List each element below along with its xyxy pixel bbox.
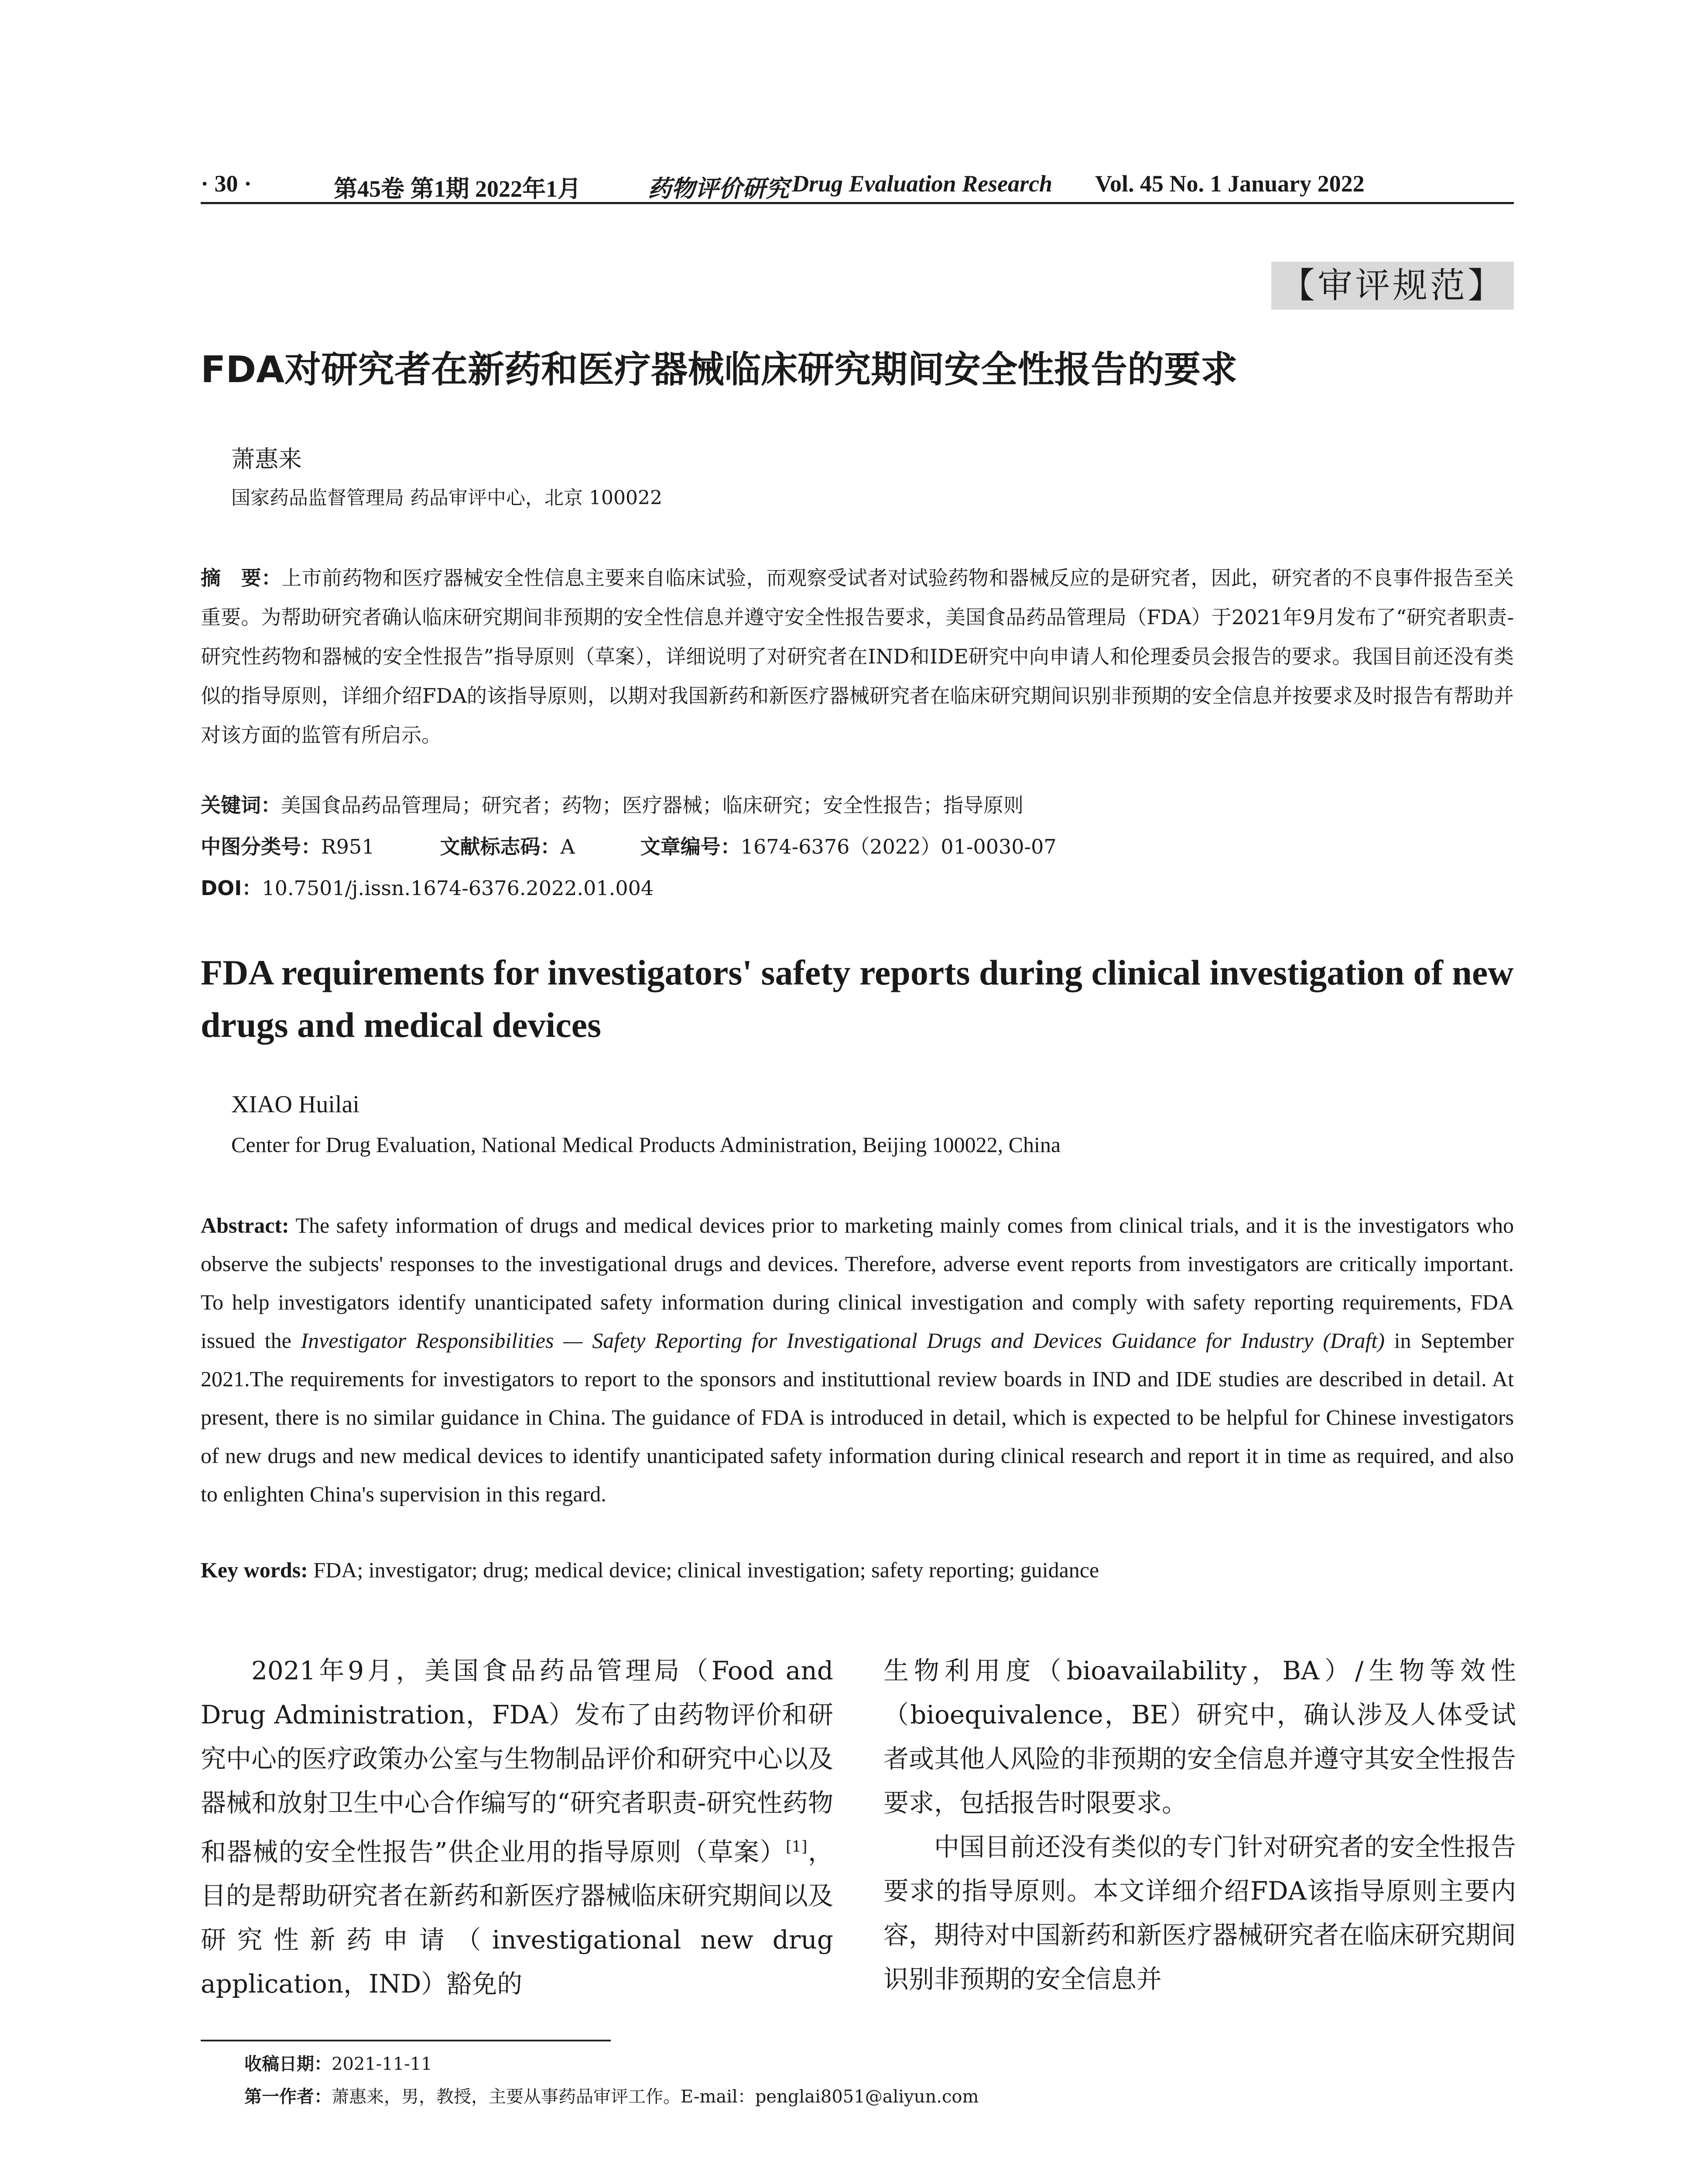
footnote-author (244, 2083, 979, 2108)
section-tag: 【审评规范】 (1271, 262, 1514, 310)
footnote-received (244, 2050, 432, 2075)
article-title-en: FDA requirements for investigators' safety reports during clinical investigation of new drugs and medical devices (201, 953, 1514, 1045)
abstract-text-en-b: in September 2021.The requirements for investigators to report to the sponsors and instituttional review boards in IND and IDE studies are described in detail. At present, there is no similar guidance in China. The guidance of FDA is introduced in detail, which is expected to be helpful for Chinese investigators of new drugs and new medical devices to identify unanticipated safety information during clinical research and report it in time as required, and also to enlighten China's supervision in this regard. (201, 1328, 1514, 1506)
article-title-zh: FDA对研究者在新药和医疗器械临床研究期间安全性报告的要求 (201, 348, 1238, 391)
received-label: 收稿日期： (244, 2054, 332, 2074)
doccode-label: 文献标志码： (440, 835, 561, 858)
running-header (201, 170, 1514, 205)
author-zh: 萧惠来 (231, 445, 302, 473)
classification-line (201, 831, 1057, 860)
reference-mark[interactable]: [1] (786, 1838, 808, 1856)
clc-label: 中图分类号： (201, 835, 321, 858)
abstract-label-zh: 摘 要： (201, 566, 282, 590)
body-text: ，目的是帮助研究者在新药和新医疗器械临床研究期间以及研究性新药申请（investigational new drug application，IND）豁免的 (201, 1837, 834, 1999)
footnote-rule (201, 2040, 611, 2041)
first-author-label: 第一作者： (244, 2087, 332, 2107)
issue-info-zh: 第45卷 第1期 2022年1月 (334, 176, 581, 202)
doi-value: 10.7501/j.issn.1674-6376.2022.01.004 (262, 876, 654, 900)
header-rule (201, 202, 1514, 204)
body-paragraph (201, 1649, 833, 2006)
clc-value: R951 (321, 835, 375, 858)
abstract-zh (201, 558, 1514, 755)
author-en: XIAO Huilai (231, 1091, 359, 1118)
article-no-label: 文章编号： (640, 835, 741, 858)
keywords-text-zh: 美国食品药品管理局；研究者；药物；医疗器械；临床研究；安全性报告；指导原则 (281, 793, 1023, 817)
affiliation-zh: 国家药品监督管理局 药品审评中心，北京 100022 (231, 487, 662, 509)
journal-name-zh: 药物评价研究 (648, 175, 789, 202)
body-column-left (201, 1649, 833, 2006)
doi-line (201, 872, 654, 901)
body-column-right (883, 1649, 1516, 2001)
body-text: 2021年9月，美国食品药品管理局（Food and Drug Administration，FDA）发布了由药物评价和研究中心的医疗政策办公室与生物制品评价和研究中心以及器械和放射卫生中心合作编写的“研究者职责-研究性药物和器械的安全性报告”供企业用的指导原则（草案） (201, 1656, 834, 1867)
abstract-text-zh: 上市前药物和医疗器械安全性信息主要来自临床试验，而观察受试者对试验药物和器械反应的是研究者，因此，研究者的不良事件报告至关重要。为帮助研究者确认临床研究期间非预期的安全性信息并遵守安全性报告要求，美国食品药品管理局（FDA）于2021年9月发布了“研究者职责-研究性药物和器械的安全性报告”指导原则（草案），详细说明了对研究者在IND和IDE研究中向申请人和伦理委员会报告的要求。我国目前还没有类似的指导原则，详细介绍FDA的该指导原则，以期对我国新药和新医疗器械研究者在临床研究期间识别非预期的安全信息并按要求及时报告有帮助并对该方面的监管有所启示。 (201, 566, 1514, 747)
keywords-label-zh: 关键词： (201, 793, 281, 817)
affiliation-en: Center for Drug Evaluation, National Medical Products Administration, Beijing 100022, China (231, 1132, 1061, 1157)
received-date: 2021-11-11 (332, 2054, 432, 2074)
keywords-text-en: FDA; investigator; drug; medical device; clinical investigation; safety reporting; guidance (313, 1558, 1099, 1582)
doccode-value: A (560, 835, 575, 858)
abstract-label-en: Abstract: (201, 1213, 289, 1237)
page-number: · 30 · (201, 171, 252, 197)
body-paragraph: 生物利用度（bioavailability，BA）/生物等效性（bioequivalence，BE）研究中，确认涉及人体受试者或其他人风险的非预期的安全信息并遵守其安全性报告要求，包括报告时限要求。 (883, 1656, 1516, 1818)
journal-name-en: Drug Evaluation Research (792, 171, 1053, 197)
abstract-text-en-a: The safety information of drugs and medical devices prior to marketing mainly comes from clinical trials, and it is the investigators who observe the subjects' responses to the investigational drugs and devices. Therefore, adverse event reports from investigators are critically important. To help investigators identify unanticipated safety information during clinical investigation and comply with safety reporting requirements, FDA issued the (201, 1213, 1514, 1353)
article-no-value: 1674-6376（2022）01-0030-07 (740, 835, 1057, 858)
keywords-label-en: Key words: (201, 1558, 308, 1582)
keywords-en (201, 1557, 1099, 1583)
doi-label: DOI： (201, 876, 262, 900)
keywords-zh (201, 790, 1023, 818)
guidance-title-italic: Investigator Responsibilities — Safety Reporting for Investigational Drugs and Devices Guidance for Industry (Draft) (301, 1328, 1385, 1353)
abstract-en (201, 1206, 1514, 1513)
issue-info-en: Vol. 45 No. 1 January 2022 (1095, 171, 1365, 197)
body-paragraph: 中国目前还没有类似的专门针对研究者的安全性报告要求的指导原则。本文详细介绍FDA该指导原则主要内容，期待对中国新药和新医疗器械研究者在临床研究期间识别非预期的安全信息并 (883, 1832, 1516, 1994)
first-author-info: 萧惠来，男，教授，主要从事药品审评工作。E-mail：penglai8051@aliyun.com (332, 2087, 979, 2107)
